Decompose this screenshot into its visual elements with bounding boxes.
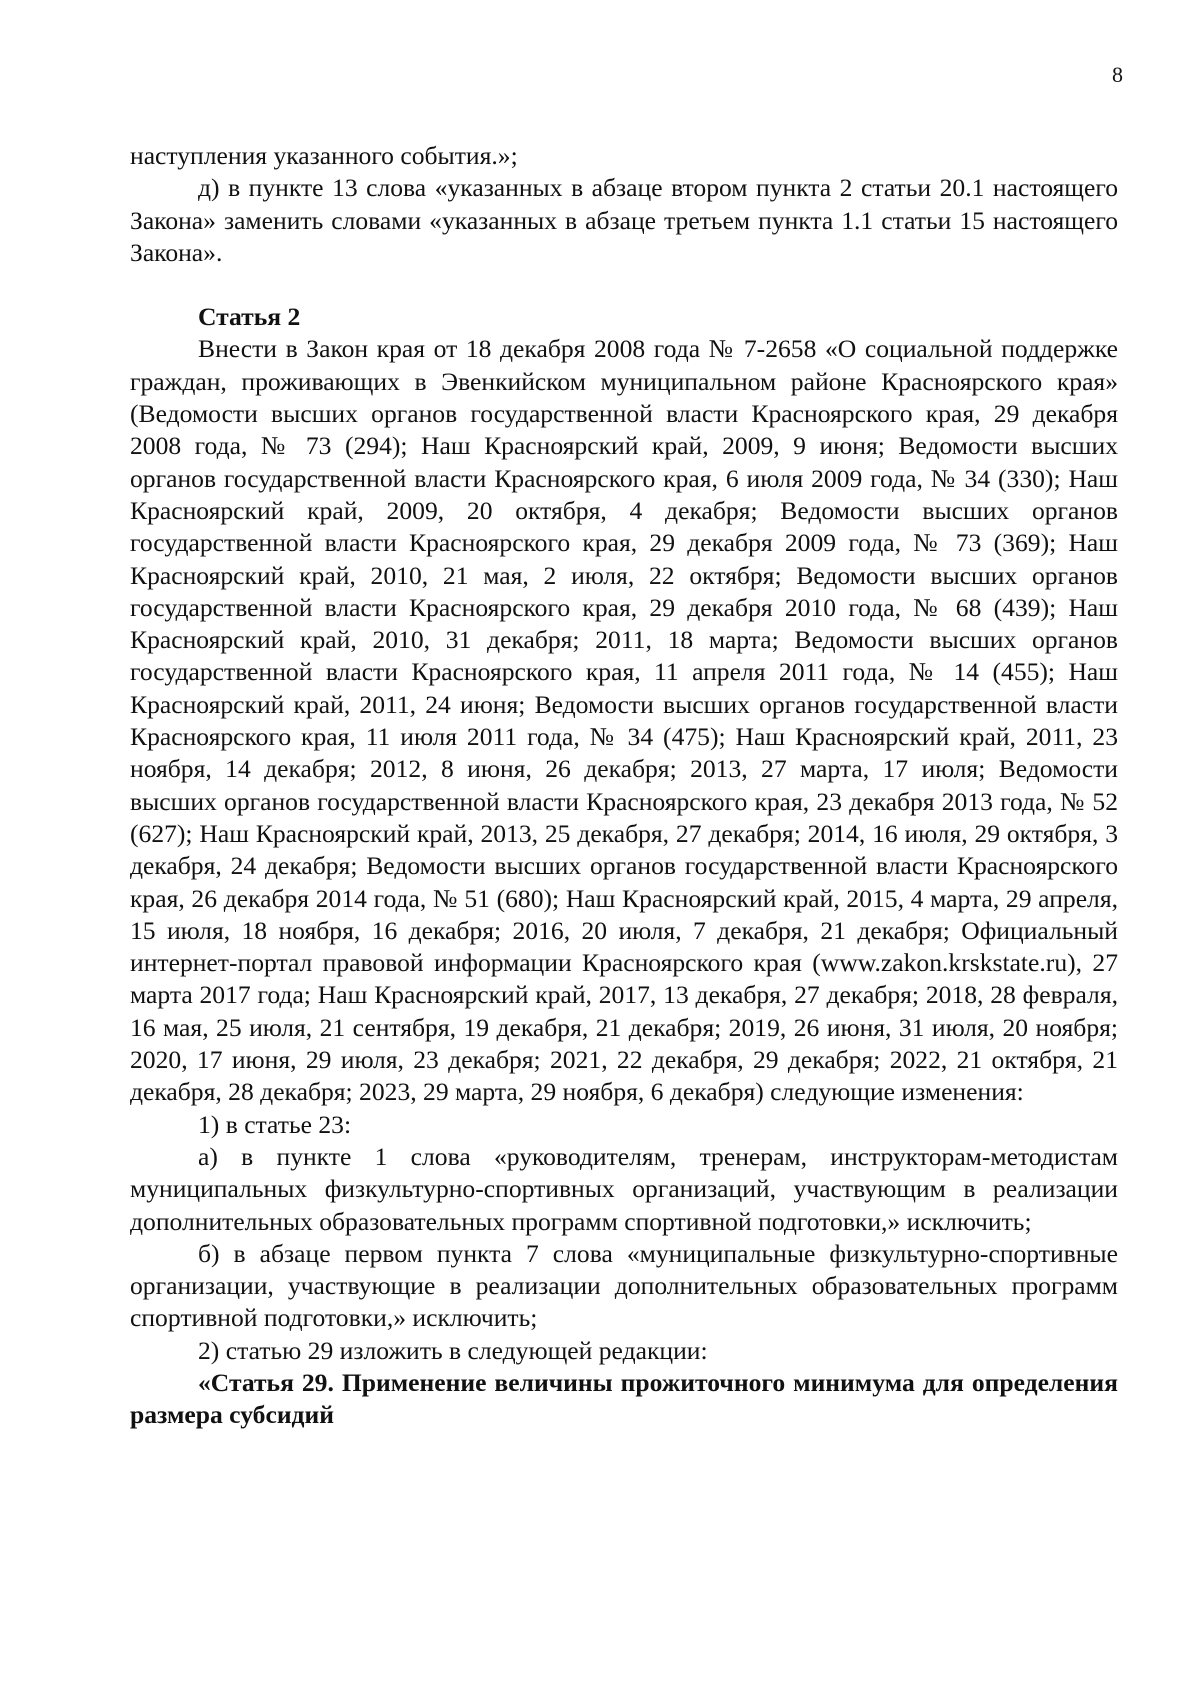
paragraph-item-1: 1) в статье 23: bbox=[198, 1109, 352, 1139]
document-body bbox=[130, 140, 1118, 1432]
paragraph-item-a: а) в пункте 1 слова «руководителям, тренерам, инструкторам-методистам муниципальных физкультурно-спортивных организаций, участвующим в реализации дополнительных образовательных программ спортивной подготовки,» исключить; bbox=[130, 1141, 1118, 1236]
article-heading: Статья 2 bbox=[198, 302, 301, 332]
article-29-title: «Статья 29. Применение величины прожиточного минимума для определения размера субсидий bbox=[130, 1367, 1118, 1430]
paragraph-spacer bbox=[130, 269, 1118, 301]
paragraph-amendment-intro: Внести в Закон края от 18 декабря 2008 года № 7-2658 «О социальной поддержке граждан, проживающих в Эвенкийском муниципальном районе Красноярского края» (Ведомости высших органов государственной власти Красноярского края, 29 декабря 2008 года, № 73 (294); Наш Красноярский край, 2009, 9 июня; Ведомости высших органов государственной власти Красноярского края, 6 июля 2009 года, № 34 (330); Наш Красноярский край, 2009, 20 октября, 4 декабря; Ведомости высших органов государственной власти Красноярского края, 29 декабря 2009 года, № 73 (369); Наш Красноярский край, 2010, 21 мая, 2 июля, 22 октября; Ведомости высших органов государственной власти Красноярского края, 29 декабря 2010 года, № 68 (439); Наш Красноярский край, 2010, 31 декабря; 2011, 18 марта; Ведомости высших органов государственной власти Красноярского края, 11 апреля 2011 года, № 14 (455); Наш Красноярский край, 2011, 24 июня; Ведомости высших органов государственной власти Красноярского края, 11 июля 2011 года, № 34 (475); Наш Красноярский край, 2011, 23 ноября, 14 декабря; 2012, 8 июня, 26 декабря; 2013, 27 марта, 17 июля; Ведомости высших органов государственной власти Красноярского края, 23 декабря 2013 года, № 52 (627); Наш Красноярский край, 2013, 25 декабря, 27 декабря; 2014, 16 июля, 29 октября, 3 декабря, 24 декабря; Ведомости высших органов государственной власти Красноярского края, 26 декабря 2014 года, № 51 (680); Наш Красноярский край, 2015, 4 марта, 29 апреля, 15 июля, 18 ноября, 16 декабря; 2016, 20 июля, 7 декабря, 21 декабря; Официальный интернет-портал правовой информации Красноярского края (www.zakon.krskstate.ru), 27 марта 2017 года; Наш Красноярский край, 2017, 13 декабря, 27 декабря; 2018, 28 февраля, 16 мая, 25 июля, 21 сентября, 19 декабря, 21 декабря; 2019, 26 июня, 31 июля, 20 ноября; 2020, 17 июня, 29 июля, 23 декабря; 2021, 22 декабря, 29 декабря; 2022, 21 октября, 21 декабря, 28 декабря; 2023, 29 марта, 29 ноября, 6 декабря) следующие изменения: bbox=[130, 334, 1118, 1107]
paragraph-event-end: наступления указанного события.»; bbox=[130, 141, 518, 170]
paragraph-item-d: д) в пункте 13 слова «указанных в абзаце втором пункта 2 статьи 20.1 настоящего Закона» заменить словами «указанных в абзаце третьем пункта 1.1 статьи 15 настоящего Закона». bbox=[130, 173, 1118, 267]
page-number: 8 bbox=[1112, 62, 1123, 87]
paragraph-item-b: б) в абзаце первом пункта 7 слова «муниципальные физкультурно-спортивные организации, участвующие в реализации дополнительных образовательных программ спортивной подготовки,» исключить; bbox=[130, 1238, 1118, 1333]
paragraph-item-2: 2) статью 29 изложить в следующей редакции: bbox=[198, 1335, 708, 1365]
